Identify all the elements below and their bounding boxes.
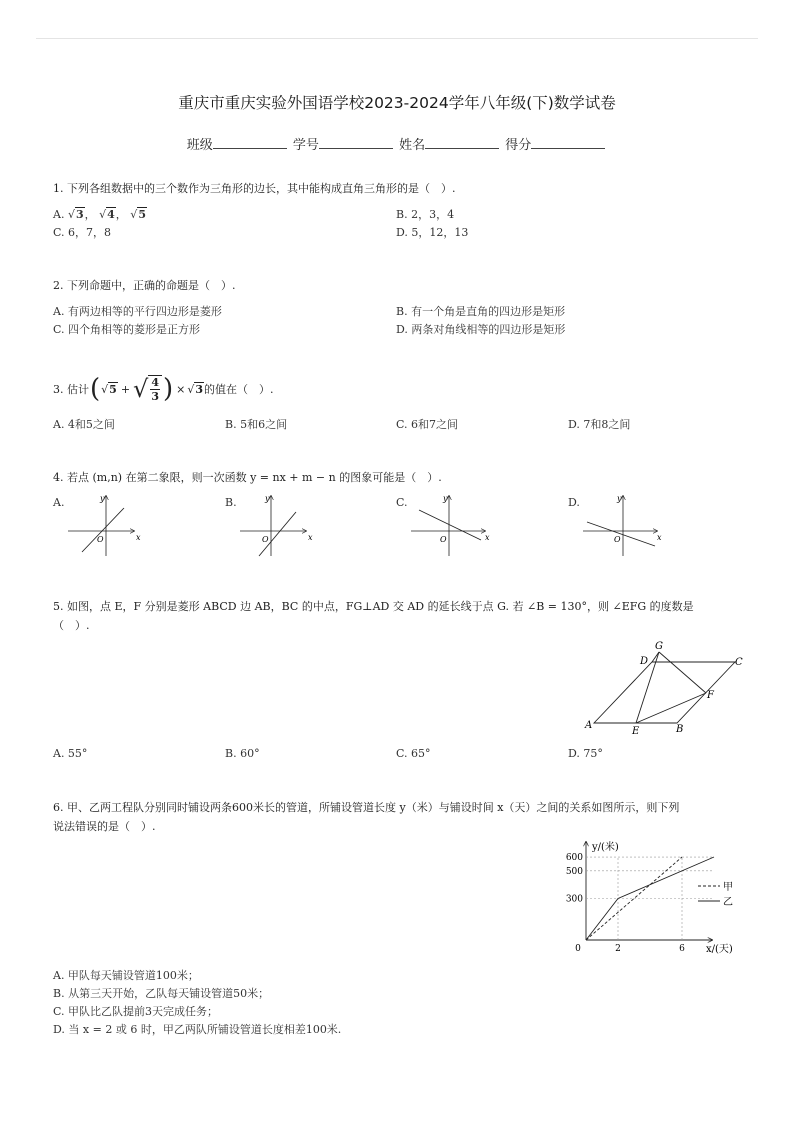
class-label: 班级	[186, 138, 213, 153]
q3-option-c[interactable]: C. 6和7之间	[396, 418, 459, 431]
q1-stem: 1. 下列各组数据中的三个数作为三角形的边长，其中能构成直角三角形的是（ ）.	[53, 182, 456, 195]
q5-rhombus-figure	[582, 638, 752, 738]
legend-label-jia: 甲	[723, 882, 733, 893]
id-blank[interactable]	[319, 135, 393, 149]
q1-option-d[interactable]: D. 5，12，13	[396, 226, 469, 239]
q6-stem-line2: 说法错误的是（ ）.	[53, 820, 156, 833]
y-axis-label: y	[100, 494, 105, 503]
q5-option-a[interactable]: A. 55°	[53, 747, 88, 760]
function-line	[587, 522, 655, 546]
legend	[698, 881, 733, 908]
q2-option-c[interactable]: C. 四个角相等的菱形是正方形	[53, 323, 201, 336]
q1-a-sqrt2: √4	[99, 208, 115, 221]
q3-sqrt-5: √5	[101, 382, 117, 396]
q3-option-d[interactable]: D. 7和8之间	[568, 418, 631, 431]
q3-stem: 3. 估计 ( √5 + √ 4 3 ) × √3 的值在（ ）.	[53, 374, 274, 404]
x-axis-label: x	[657, 533, 662, 542]
x-axis-label: x	[485, 533, 490, 542]
class-blank[interactable]	[213, 135, 287, 149]
q1-a-letter: A.	[53, 208, 65, 221]
q4-graph-b[interactable]	[234, 490, 324, 560]
q5-option-b[interactable]: B. 60°	[225, 747, 260, 760]
point-g-label: G	[655, 641, 663, 652]
q4-stem: 4. 若点 (m,n) 在第二象限，则一次函数 y = nx + m − n 的图象可能是（ ）.	[53, 471, 442, 484]
y-axis-title: y/(米)	[592, 842, 619, 853]
y-axis-label: y	[617, 494, 622, 503]
x-axis-title: x/(天)	[706, 944, 733, 955]
name-label: 姓名	[399, 138, 426, 153]
function-line	[419, 510, 481, 540]
q3-option-b[interactable]: B. 5和6之间	[225, 418, 288, 431]
q5-stem-line1: 5. 如图，点 E，F 分别是菱形 ABCD 边 AB，BC 的中点，FG⊥AD 交 AD 的延长线于点 G. 若 ∠B = 130°，则 ∠EFG 的度数是	[53, 600, 694, 613]
q5-option-d[interactable]: D. 75°	[568, 747, 603, 760]
ad-extension	[652, 652, 659, 662]
point-f-label: F	[707, 690, 714, 701]
q3-sqrt-3: √3	[187, 382, 204, 396]
score-label: 得分	[505, 138, 532, 153]
q6-stem-line1: 6. 甲、乙两工程队分别同时铺设两条600米长的管道，所铺设管道长度 y（米）与铺设时间 x（天）之间的关系如图所示，则下列	[53, 801, 680, 814]
q2-option-a[interactable]: A. 有两边相等的平行四边形是菱形	[53, 305, 222, 318]
function-line	[82, 508, 124, 552]
q2-stem: 2. 下列命题中，正确的命题是（ ）.	[53, 279, 236, 292]
x-axis-label: x	[308, 533, 313, 542]
id-label: 学号	[292, 138, 319, 153]
q6-option-a[interactable]: A. 甲队每天铺设管道100米；	[53, 969, 199, 982]
q3-stem-post: 的值在（ ）.	[204, 383, 274, 396]
q4-option-a-label[interactable]: A.	[53, 496, 65, 509]
q2-option-d[interactable]: D. 两条对角线相等的四边形是矩形	[396, 323, 566, 336]
q4-option-b-label[interactable]: B.	[225, 496, 237, 509]
legend-label-yi: 乙	[723, 897, 733, 908]
x-tick-label-0: 0	[575, 944, 581, 954]
q1-option-a[interactable]: A. √3， √4， √5	[53, 208, 146, 221]
q6-option-c[interactable]: C. 甲队比乙队提前3天完成任务；	[53, 1005, 219, 1018]
point-e-label: E	[632, 726, 640, 737]
q4-graph-c[interactable]	[405, 490, 495, 560]
q5-stem-line2: （ ）.	[53, 619, 90, 632]
q4-graph-a[interactable]	[62, 490, 152, 560]
page-title: 重庆市重庆实验外国语学校2023-2024学年八年级(下)数学试卷	[178, 94, 616, 112]
q5-option-c[interactable]: C. 65°	[396, 747, 431, 760]
point-a-label: A	[585, 720, 593, 731]
q1-a-sqrt1: √3	[67, 208, 84, 221]
score-blank[interactable]	[531, 135, 605, 149]
origin-label: O	[262, 535, 269, 544]
function-line	[259, 512, 296, 556]
q1-option-b[interactable]: B. 2，3，4	[396, 208, 455, 221]
q1-option-c[interactable]: C. 6，7，8	[53, 226, 112, 239]
point-d-label: D	[640, 656, 649, 667]
point-b-label: B	[676, 724, 684, 735]
student-info-line	[0, 134, 794, 153]
x-tick-label-2: 2	[615, 944, 621, 954]
origin-label: O	[440, 535, 447, 544]
q6-option-b[interactable]: B. 从第三天开始，乙队每天铺设管道50米；	[53, 987, 270, 1000]
origin-label: O	[614, 535, 621, 544]
segment-gf	[659, 652, 706, 693]
q3-fraction: 4 3	[148, 375, 162, 403]
y-tick-label-300: 300	[565, 894, 583, 905]
x-tick-label-6: 6	[679, 944, 685, 954]
q2-option-b[interactable]: B. 有一个角是直角的四边形是矩形	[396, 305, 566, 318]
q3-option-a[interactable]: A. 4和5之间	[53, 418, 115, 431]
q4-option-d-label[interactable]: D.	[568, 496, 580, 509]
y-axis-label: y	[443, 494, 448, 503]
q4-option-c-label[interactable]: C.	[396, 496, 408, 509]
segment-ef	[636, 693, 706, 723]
y-tick-label-600: 600	[565, 853, 583, 864]
name-blank[interactable]	[425, 135, 499, 149]
x-axis-label: x	[136, 533, 141, 542]
y-axis-label: y	[265, 494, 270, 503]
q4-graph-d[interactable]	[577, 490, 667, 560]
q6-line-chart	[560, 836, 750, 960]
origin-label: O	[97, 535, 104, 544]
q3-stem-pre: 3. 估计	[53, 383, 89, 396]
y-tick-label-500: 500	[565, 866, 583, 877]
header-rule	[36, 38, 758, 39]
q6-option-d[interactable]: D. 当 x = 2 或 6 时，甲乙两队所铺设管道长度相差100米.	[53, 1023, 342, 1036]
q1-a-sqrt3: √5	[130, 208, 146, 221]
point-c-label: C	[735, 657, 743, 668]
